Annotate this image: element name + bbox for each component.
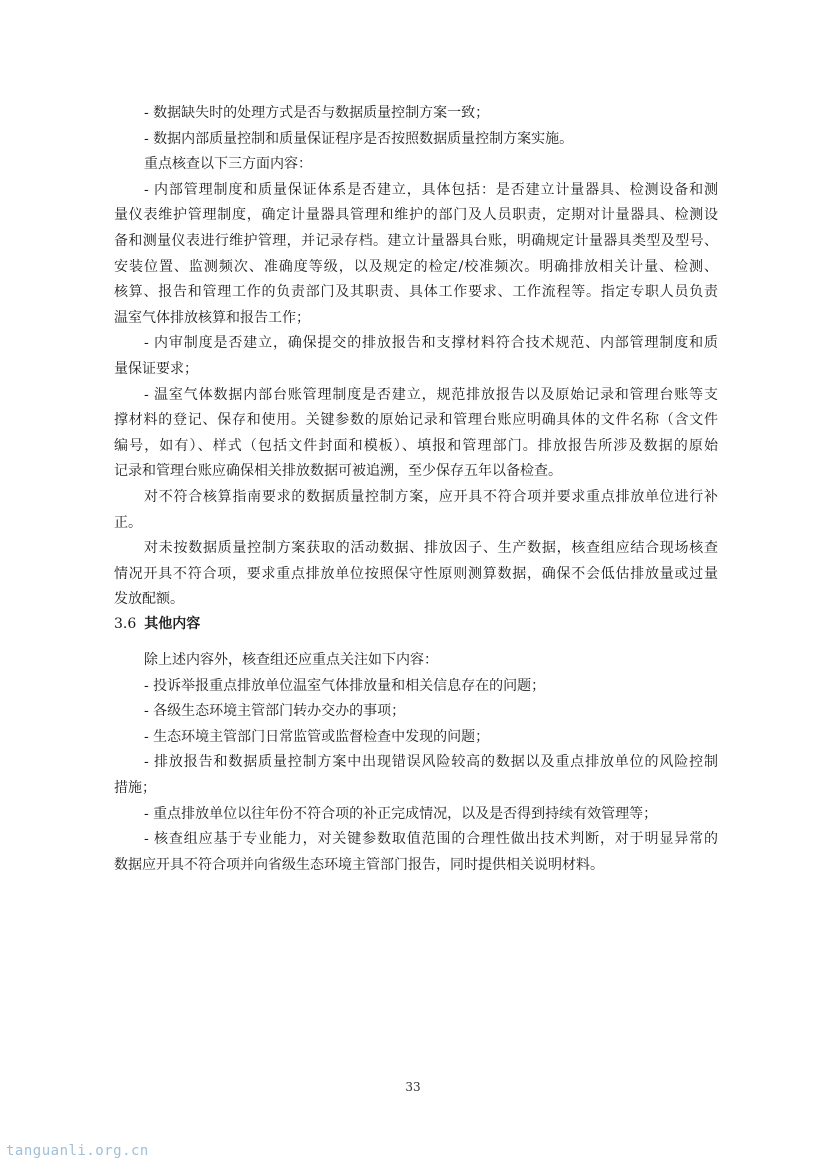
page-number: 33 (405, 1080, 421, 1094)
text-line: 数据应开具不符合项并向省级生态环境主管部门报告，同时提供相关说明材料。 (114, 856, 604, 873)
text-line: 温室气体排放核算和报告工作； (114, 309, 310, 326)
text-line: 量仪表维护管理制度，确定计量器具管理和维护的部门及人员职责，定期对计量器具、检测设 (114, 207, 718, 224)
text-line: 措施； (114, 780, 156, 796)
text-line: 情况开具不符合项，要求重点排放单位按照保守性原则测算数据，确保不会低估排放量或过量 (114, 565, 718, 582)
section-number: 3.6 (114, 616, 137, 632)
text-line: - 排放报告和数据质量控制方案中出现错误风险较高的数据以及重点排放单位的风险控制 (144, 754, 718, 771)
text-line: - 各级生态环境主管部门转办交办的事项； (144, 703, 406, 720)
watermark: tanguanli.org.cn (6, 1143, 149, 1159)
text-line: 安装位置、监测频次、准确度等级，以及规定的检定/校准频次。明确排放相关计量、检测、 (114, 258, 718, 275)
text-line: - 数据内部质量控制和质量保证程序是否按照数据质量控制方案实施。 (144, 130, 574, 147)
text-line: 量保证要求； (114, 361, 198, 377)
section-heading (114, 611, 200, 637)
text-line: - 数据缺失时的处理方式是否与数据质量控制方案一致； (144, 105, 490, 121)
text-line: - 内审制度是否建立，确保提交的排放报告和支撑材料符合技术规范、内部管理制度和质 (144, 335, 718, 352)
text-line: 除上述内容外，核查组还应重点关注如下内容： (144, 652, 438, 668)
text-line: 记录和管理台账应确保相关排放数据可被追溯，至少保存五年以备检查。 (114, 463, 562, 480)
text-line: 编号，如有）、样式（包括文件封面和模板）、填报和管理部门。排放报告所涉及数据的原始 (114, 437, 718, 454)
text-line: 重点核查以下三方面内容： (144, 156, 312, 173)
text-line: - 核查组应基于专业能力，对关键参数取值范围的合理性做出技术判断，对于明显异常的 (144, 831, 718, 848)
text-line: 撑材料的登记、保存和使用。关键参数的原始记录和管理台账应明确具体的文件名称（含文件 (114, 412, 718, 429)
text-line: - 生态环境主管部门日常监管或监督检查中发现的问题； (144, 728, 490, 745)
text-line: 对不符合核算指南要求的数据质量控制方案，应开具不符合项并要求重点排放单位进行补 (144, 489, 718, 505)
text-line: - 内部管理制度和质量保证体系是否建立，具体包括：是否建立计量器具、检测设备和测 (144, 181, 718, 198)
text-line: 核算、报告和管理工作的负责部门及其职责、具体工作要求、工作流程等。指定专职人员负责 (114, 284, 718, 301)
section-title: 其他内容 (144, 616, 201, 632)
text-line: - 温室气体数据内部台账管理制度是否建立，规范排放报告以及原始记录和管理台账等支 (144, 386, 718, 403)
text-line: 对未按数据质量控制方案获取的活动数据、排放因子、生产数据，核查组应结合现场核查 (144, 540, 718, 557)
text-line: - 投诉举报重点排放单位温室气体排放量和相关信息存在的问题； (144, 677, 546, 694)
text-line: 发放配额。 (114, 591, 184, 608)
text-line: - 重点排放单位以往年份不符合项的补正完成情况，以及是否得到持续有效管理等； (144, 805, 658, 822)
text-line: 正。 (114, 514, 142, 531)
text-line: 备和测量仪表进行维护管理，并记录存档。建立计量器具台账，明确规定计量器具类型及型号、 (114, 233, 718, 249)
